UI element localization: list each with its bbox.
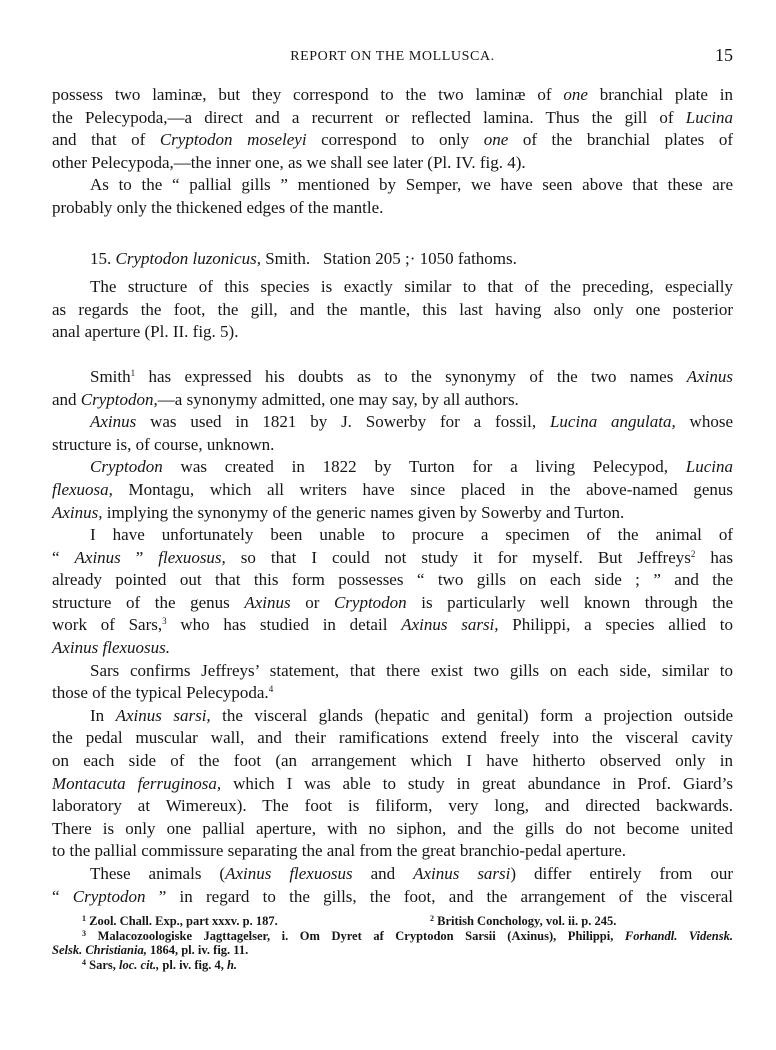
italic-text: flexuosa, — [52, 479, 113, 499]
italic-text: Axinus — [90, 412, 137, 432]
text-line — [52, 248, 733, 271]
section-heading — [52, 248, 733, 271]
text-run: was used in 1821 by J. Sowerby for a fossil, — [136, 412, 550, 432]
footnote-mark: 1 — [82, 914, 86, 923]
footnote-mark: 3 — [82, 928, 86, 938]
text-line — [52, 129, 733, 152]
text-run: has — [695, 547, 734, 567]
text-run: structure of the genus — [52, 592, 245, 612]
footnote-italic: loc. cit., — [119, 957, 160, 972]
text-run: on each side of the foot (an arrangement which I have hitherto observed only in — [52, 751, 733, 771]
text-run: or — [290, 592, 334, 612]
text-run: whose — [675, 412, 733, 432]
text-line — [52, 682, 733, 705]
text-line — [52, 840, 733, 863]
text-run: 15. — [90, 248, 116, 268]
footnote-text: Sars, — [89, 957, 119, 972]
text-line — [52, 863, 733, 886]
text-run: Sars confirms Jeffreys’ statement, that there exist two gills on each side, similar to — [90, 660, 733, 680]
running-title: REPORT ON THE MOLLUSCA. — [290, 49, 495, 64]
text-line — [52, 727, 733, 750]
footnote-ref: 4 — [268, 684, 274, 695]
text-line — [52, 569, 733, 592]
text-line — [52, 660, 733, 683]
text-line — [52, 456, 733, 479]
text-line — [52, 705, 733, 728]
text-line — [52, 107, 733, 130]
italic-text: flexuosus, — [158, 547, 226, 567]
paragraph — [52, 524, 733, 660]
paragraph — [52, 276, 733, 344]
text-run: anal aperture (Pl. II. fig. 5). — [52, 322, 239, 342]
text-line — [52, 795, 733, 818]
text-run: correspond to only — [306, 130, 484, 150]
text-run: which I was able to study in great abundance in Prof. Giard’s — [221, 773, 733, 793]
paragraph — [52, 705, 733, 863]
text-run: who has studied in detail — [166, 615, 402, 635]
footnote-4 — [52, 958, 733, 973]
text-run: —a synonymy admitted, one may say, by all authors. — [157, 389, 519, 409]
text-line — [52, 389, 733, 412]
footnote-2 — [430, 914, 616, 929]
text-line — [52, 174, 733, 197]
text-run: “ — [52, 886, 73, 906]
text-run: branchial plate in — [587, 85, 733, 104]
text-line — [52, 592, 733, 615]
text-run: structure is, of course, unknown. — [52, 434, 275, 454]
text-run: work of Sars, — [52, 615, 163, 635]
text-line — [52, 197, 733, 220]
text-run: Montagu, which all writers have since placed in the above-named genus — [112, 479, 733, 499]
text-run: ” in regard to the gills, the foot, and the arrangement of the visceral — [145, 886, 734, 906]
text-line — [52, 479, 733, 502]
text-run: is particularly well known through the — [406, 592, 733, 612]
text-run: so that I could not study it for myself. But Jeffreys — [225, 547, 691, 567]
text-run: implying the synonymy of the generic names given by Sowerby and Turton. — [102, 502, 625, 522]
text-run: already pointed out that this form possesses “ two gills on each side ; ” and the — [52, 570, 733, 590]
paragraph — [52, 84, 733, 174]
text-run: ) differ entirely from our — [510, 864, 733, 883]
text-line — [52, 152, 733, 175]
text-line — [52, 434, 733, 457]
text-run: and that of — [52, 130, 160, 150]
italic-text: Cryptodon, — [80, 389, 158, 409]
italic-text: Axinus flexuosus — [225, 864, 353, 883]
text-line — [52, 321, 733, 344]
text-line — [52, 84, 733, 107]
footnote-text: pl. iv. fig. 4, — [159, 957, 227, 972]
text-line — [52, 299, 733, 322]
footnote-3 — [52, 929, 733, 944]
text-run: “ — [52, 547, 75, 567]
footnote-text: British Conchology, vol. ii. p. 245. — [437, 914, 617, 928]
text-run: As to the “ pallial gills ” mentioned by Semper, we have seen above that these are — [90, 175, 733, 195]
paragraph — [52, 366, 733, 411]
text-run: to the pallial commissure separating the anal from the great branchio-pedal aperture. — [52, 841, 626, 861]
text-line — [52, 773, 733, 796]
running-head — [52, 46, 733, 68]
italic-text: Lucina angulata, — [549, 412, 676, 432]
paragraph — [52, 660, 733, 705]
text-line — [52, 502, 733, 525]
text-line — [52, 818, 733, 841]
text-run: probably only the thickened edges of the mantle. — [52, 197, 384, 217]
text-run: as regards the foot, the gill, and the mantle, this last having also only one posterior — [52, 299, 733, 319]
text-line — [52, 614, 733, 637]
italic-text: Lucina — [685, 457, 733, 477]
text-run: These animals ( — [90, 864, 226, 883]
text-line — [52, 547, 733, 570]
footnote-ref: 1 — [130, 367, 136, 378]
italic-text: Cryptodon luzonicus — [115, 248, 257, 268]
italic-text: Axinus, — [52, 502, 103, 522]
footnote-italic: Selsk. Christiania, — [52, 943, 147, 957]
footnote-italic: Forhandl. Vidensk. — [624, 928, 733, 943]
italic-text: Axinus sarsi — [413, 864, 511, 883]
footnote-text: 1864, pl. iv. fig. 11. — [146, 943, 249, 957]
footnote-3-cont — [52, 943, 733, 958]
text-run: of the branchial plates of — [508, 130, 733, 150]
italic-text: Axinus — [686, 366, 733, 386]
text-run: Philippi, a species allied to — [498, 615, 734, 635]
text-run: and — [352, 864, 414, 883]
text-run: possess two laminæ, but they correspond to the two laminæ of — [52, 85, 564, 104]
text-run: In — [90, 705, 116, 725]
italic-text: Axinus sarsi, — [115, 705, 211, 725]
text-run: , Smith. Station 205 ;· 1050 fathoms. — [256, 248, 517, 268]
italic-text: Cryptodon moseleyi — [159, 130, 307, 150]
text-line — [52, 637, 733, 660]
text-line — [52, 411, 733, 434]
text-run: the pedal muscular wall, and their ramifications extend freely into the visceral cavity — [52, 728, 733, 748]
paragraph — [52, 863, 733, 908]
italic-text: Axinus — [244, 592, 291, 612]
text-line — [52, 886, 733, 909]
text-run: the visceral glands (hepatic and genital) form a projection outside — [210, 705, 734, 725]
italic-text: one — [563, 85, 588, 104]
footnote-ref: 2 — [690, 548, 696, 559]
page-number: 15 — [715, 45, 733, 65]
italic-text: Axinus flexuosus. — [52, 638, 171, 658]
footnote-row — [52, 914, 733, 929]
text-line — [52, 524, 733, 547]
text-run: ” — [120, 547, 159, 567]
footnote-mark: 4 — [82, 957, 86, 967]
italic-text: Cryptodon — [90, 457, 163, 477]
footnote-italic: h. — [226, 957, 238, 972]
text-run: The structure of this species is exactly similar to that of the preceding, especially — [90, 277, 733, 297]
text-run: other Pelecypoda,—the inner one, as we shall see later (Pl. IV. fig. 4). — [52, 152, 526, 172]
text-line — [52, 366, 733, 389]
text-line — [52, 276, 733, 299]
text-run: and — [52, 389, 81, 409]
text-run: was created in 1822 by Turton for a living Pelecypod, — [162, 457, 686, 477]
text-line — [52, 750, 733, 773]
text-run: those of the typical Pelecypoda. — [52, 683, 269, 703]
paragraph — [52, 174, 733, 219]
body-text — [52, 84, 733, 908]
italic-text: Cryptodon — [72, 886, 146, 906]
footnote-ref: 3 — [162, 616, 167, 627]
italic-text: Cryptodon — [333, 592, 407, 612]
text-run: Smith — [90, 366, 131, 386]
footnote-text: Malacozoologiske Jagttagelser, i. Om Dyret af Cryptodon Sarsii (Axinus), Philippi, — [97, 928, 625, 943]
italic-text: one — [483, 130, 509, 150]
text-run: laboratory at Wimereux). The foot is filiform, very long, and directed backwards. — [52, 796, 733, 816]
footnotes — [52, 914, 733, 972]
paragraph — [52, 411, 733, 456]
footnote-text: Zool. Chall. Exp., part xxxv. p. 187. — [89, 914, 278, 928]
text-run: There is only one pallial aperture, with no siphon, and the gills do not become united — [52, 818, 733, 838]
italic-text: Axinus — [74, 547, 121, 567]
italic-text: Axinus sarsi, — [401, 615, 499, 635]
footnote-mark: 2 — [430, 914, 434, 923]
text-run: I have unfortunately been unable to procure a specimen of the animal of — [90, 525, 733, 545]
paragraph — [52, 456, 733, 524]
text-run: the Pelecypoda,—a direct and a recurrent or reflected lamina. Thus the gill of — [52, 107, 686, 127]
footnote-1 — [82, 914, 278, 929]
text-run: has expressed his doubts as to the synonymy of the two names — [135, 366, 687, 386]
italic-text: Lucina — [685, 107, 733, 127]
italic-text: Montacuta ferruginosa, — [52, 773, 222, 793]
